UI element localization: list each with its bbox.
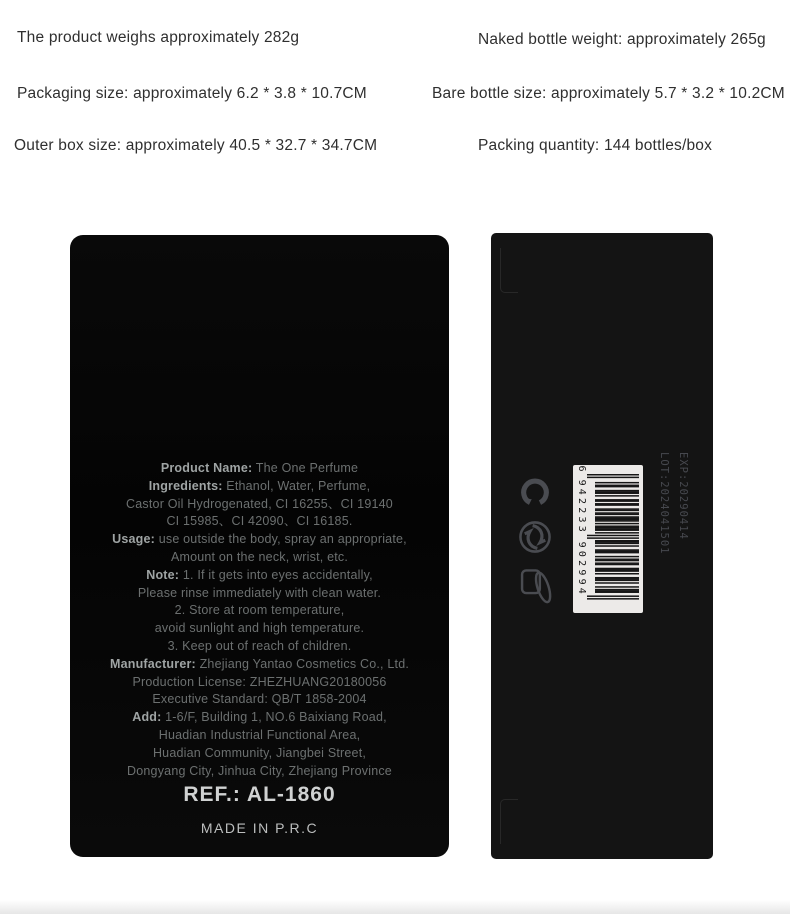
box-edge-highlight [491,233,501,859]
label-text-line: Huadian Industrial Functional Area, [158,727,361,742]
box-crease-bottom [500,799,518,844]
green-dot-icon [516,518,554,556]
ean13-barcode [573,465,643,613]
svg-text:6: 6 [576,465,587,472]
label-text-line: Manufacturer: Zhejiang Yantao Cosmetics Co., Ltd. [109,656,410,671]
svg-text:4: 4 [576,488,587,495]
label-text-line: Please rinse immediately with clean water. [137,585,382,600]
label-text-line: 3. Keep out of reach of children. [167,638,352,653]
spec-bare-bottle-size: Bare bottle size: approximately 5.7 * 3.2 * 10.2CM [432,85,785,102]
label-text-line: Usage: use outside the body, spray an appropriate, [112,532,407,547]
lot-number: LOT:2024041501 [658,452,670,555]
spec-naked-bottle-weight: Naked bottle weight: approximately 265g [478,31,766,48]
label-text-lines [70,460,449,780]
label-text-line: Product Name: The One Perfume [160,461,359,475]
label-text-line: avoid sunlight and high temperature. [154,621,365,636]
back-label-box [70,235,449,857]
made-in-text: MADE IN P.R.C [200,820,319,836]
side-panel-box [491,233,713,859]
label-text-line: Executive Standard: QB/T 1858-2004 [152,692,367,707]
recycle-arrow-icon [518,476,552,510]
label-text-line: Note: 1. If it gets into eyes accidentally, [146,567,373,582]
svg-text:3: 3 [576,525,587,532]
svg-text:2: 2 [576,560,587,567]
label-text-line: CI 15985、CI 42090、CI 16185. [166,514,353,529]
spec-packaging-size: Packaging size: approximately 6.2 * 3.8 * 10.7CM [17,85,367,102]
label-text-line: Amount on the neck, wrist, etc. [170,549,349,564]
label-text-line: Production License: ZHEZHUANG20180056 [132,674,387,689]
exp-date: EXP:20290414 [677,452,689,540]
ref-code: REF.: AL-1860 [183,783,336,806]
label-text-line: Dongyang City, Jinhua City, Zhejiang Province [127,763,392,778]
label-text-line: Huadian Community, Jiangbei Street, [152,745,367,760]
svg-text:9: 9 [576,541,587,548]
spec-outer-box-size: Outer box size: approximately 40.5 * 32.7 * 34.7CM [14,137,378,154]
svg-text:3: 3 [576,516,587,523]
pao-jar-icon [514,564,556,606]
box-crease-top [500,248,518,293]
svg-text:9: 9 [576,479,587,486]
svg-text:2: 2 [576,498,587,505]
svg-text:9: 9 [576,578,587,585]
bottom-shade [0,900,790,914]
svg-text:2: 2 [576,507,587,514]
label-text-line: 2. Store at room temperature, [174,603,345,618]
packaging-symbols [513,476,557,606]
spec-product-weight: The product weighs approximately 282g [17,29,300,46]
svg-text:9: 9 [576,569,587,576]
spec-packing-quantity: Packing quantity: 144 bottles/box [478,137,713,154]
lot-exp-stamp [654,452,692,602]
label-text-line: Add: 1-6/F, Building 1, NO.6 Baixiang Road, [132,710,387,725]
svg-text:4: 4 [576,587,587,594]
barcode-label [573,465,643,613]
barcode-rotated [573,465,643,613]
label-text-line: Castor Oil Hydrogenated, CI 16255、CI 19140 [126,496,393,511]
label-text-line: Ingredients: Ethanol, Water, Perfume, [148,478,371,493]
svg-text:0: 0 [576,550,587,557]
